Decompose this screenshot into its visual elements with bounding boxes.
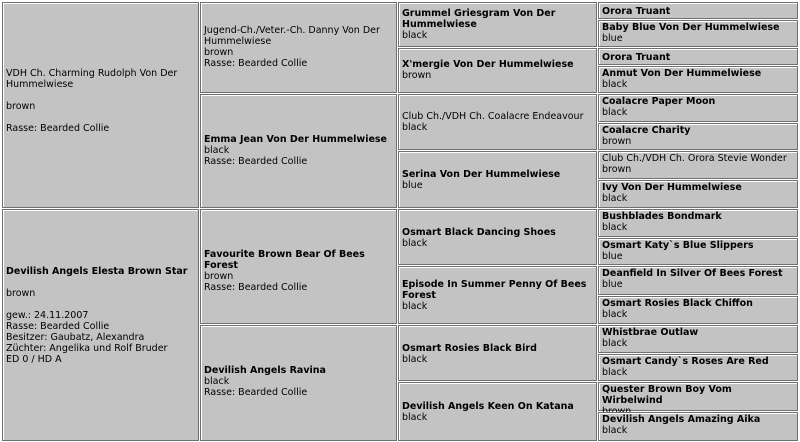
dog-breed: Rasse: Bearded Collie: [204, 58, 308, 69]
gen4-13: [598, 325, 798, 353]
dog-name[interactable]: Deanfield In Silver Of Bees Forest: [602, 268, 783, 279]
gen1-subject: [2, 209, 199, 441]
gen3-3: [398, 94, 597, 150]
dog-name[interactable]: Orora Truant: [602, 52, 671, 63]
dog-color: brown: [402, 70, 432, 81]
gen2-sire-dam: [200, 94, 397, 208]
dog-color: brown: [204, 271, 234, 282]
gen3-5: [398, 209, 597, 265]
dog-color: black: [602, 193, 628, 204]
gen1-sire: [2, 2, 199, 208]
gen4-15: [598, 382, 798, 411]
gen3-2: [398, 48, 597, 93]
dog-breeder: Züchter: Angelika und Rolf Bruder: [6, 343, 168, 354]
dog-name[interactable]: Club Ch./VDH Ch. Orora Stevie Wonder: [602, 153, 787, 164]
gen4-14: [598, 354, 798, 381]
dog-name[interactable]: Osmart Katy`s Blue Slippers: [602, 240, 754, 251]
dog-color: brown: [602, 164, 632, 175]
gen4-8: [598, 180, 798, 208]
dog-color: black: [402, 30, 428, 41]
gen4-5: [598, 94, 798, 122]
dog-name[interactable]: Favourite Brown Bear Of Bees Forest: [204, 249, 365, 271]
dog-name[interactable]: Devilish Angels Keen On Katana: [402, 401, 574, 412]
dog-owner: Besitzer: Gaubatz, Alexandra: [6, 332, 145, 343]
gen2-dam-sire: [200, 209, 397, 324]
dog-breed: Rasse: Bearded Collie: [204, 387, 308, 398]
gen4-7: [598, 151, 798, 179]
dog-color: brown: [602, 136, 632, 147]
dog-name[interactable]: Orora Truant: [602, 6, 671, 17]
gen3-1: [398, 2, 597, 47]
dog-color: blue: [602, 251, 623, 262]
dog-name[interactable]: Whistbrae Outlaw: [602, 327, 699, 338]
dog-breed: Rasse: Bearded Collie: [204, 282, 308, 293]
dog-color: black: [402, 354, 428, 365]
dog-color: black: [602, 107, 628, 118]
gen4-4: [598, 66, 798, 93]
gen3-6: [398, 266, 597, 324]
dog-color: black: [602, 338, 628, 349]
dog-color: black: [602, 367, 628, 378]
dog-color: blue: [602, 33, 623, 44]
dog-name[interactable]: Baby Blue Von Der Hummelwiese: [602, 22, 780, 33]
dog-color: black: [402, 301, 428, 312]
dog-born: gew.: 24.11.2007: [6, 310, 89, 321]
dog-name[interactable]: X'mergie Von Der Hummelwiese: [402, 59, 574, 70]
dog-color: brown: [6, 288, 36, 299]
dog-name[interactable]: Anmut Von Der Hummelwiese: [602, 68, 762, 79]
dog-breed: Rasse: Bearded Collie: [6, 321, 110, 332]
gen4-12: [598, 296, 798, 324]
dog-color: blue: [402, 180, 423, 191]
dog-name[interactable]: Episode In Summer Penny Of Bees Forest: [402, 279, 587, 301]
gen4-6: [598, 123, 798, 150]
gen2-dam-dam: [200, 325, 397, 441]
gen4-1: [598, 2, 798, 19]
dog-color: black: [602, 309, 628, 320]
dog-health: ED 0 / HD A: [6, 354, 62, 365]
dog-name[interactable]: Osmart Rosies Black Chiffon: [602, 298, 753, 309]
dog-name[interactable]: Devilish Angels Elesta Brown Star: [6, 266, 188, 277]
dog-name[interactable]: Coalacre Charity: [602, 125, 691, 136]
dog-color: brown: [204, 47, 234, 58]
dog-color: black: [602, 425, 628, 436]
dog-name[interactable]: Coalacre Paper Moon: [602, 96, 716, 107]
dog-color: black: [602, 222, 628, 233]
dog-name[interactable]: Osmart Rosies Black Bird: [402, 343, 537, 354]
gen4-3: [598, 48, 798, 65]
gen3-7: [398, 325, 597, 381]
gen4-10: [598, 238, 798, 265]
dog-name[interactable]: Devilish Angels Ravina: [204, 365, 326, 376]
dog-name[interactable]: Osmart Black Dancing Shoes: [402, 227, 556, 238]
dog-name[interactable]: Devilish Angels Amazing Aika: [602, 414, 761, 425]
dog-name[interactable]: Jugend-Ch./Veter.-Ch. Danny Von Der Hummelwiese: [204, 25, 380, 47]
dog-name[interactable]: Serina Von Der Hummelwiese: [402, 169, 561, 180]
gen4-16: [598, 412, 798, 441]
dog-color: black: [402, 122, 428, 133]
dog-color: blue: [602, 279, 623, 290]
dog-color: black: [204, 376, 230, 387]
dog-name[interactable]: VDH Ch. Charming Rudolph Von Der Hummelwiese: [6, 68, 178, 90]
gen4-2: [598, 20, 798, 47]
dog-name[interactable]: Grummel Griesgram Von Der Hummelwiese: [402, 8, 556, 30]
gen3-8: [398, 382, 597, 441]
dog-color: brown: [6, 101, 36, 112]
dog-name[interactable]: Emma Jean Von Der Hummelwiese: [204, 134, 388, 145]
dog-color: black: [204, 145, 230, 156]
gen2-sire-sire: [200, 2, 397, 93]
dog-name[interactable]: Osmart Candy`s Roses Are Red: [602, 356, 769, 367]
gen4-11: [598, 266, 798, 295]
dog-color: black: [402, 238, 428, 249]
dog-color: black: [402, 412, 428, 423]
dog-name[interactable]: Ivy Von Der Hummelwiese: [602, 182, 742, 193]
gen3-4: [398, 151, 597, 208]
dog-color: black: [602, 79, 628, 90]
dog-breed: Rasse: Bearded Collie: [6, 123, 110, 134]
dog-name[interactable]: Quester Brown Boy Vom Wirbelwind: [602, 384, 732, 406]
dog-breed: Rasse: Bearded Collie: [204, 156, 308, 167]
dog-name[interactable]: Club Ch./VDH Ch. Coalacre Endeavour: [402, 111, 584, 122]
dog-name[interactable]: Bushblades Bondmark: [602, 211, 722, 222]
gen4-9: [598, 209, 798, 237]
